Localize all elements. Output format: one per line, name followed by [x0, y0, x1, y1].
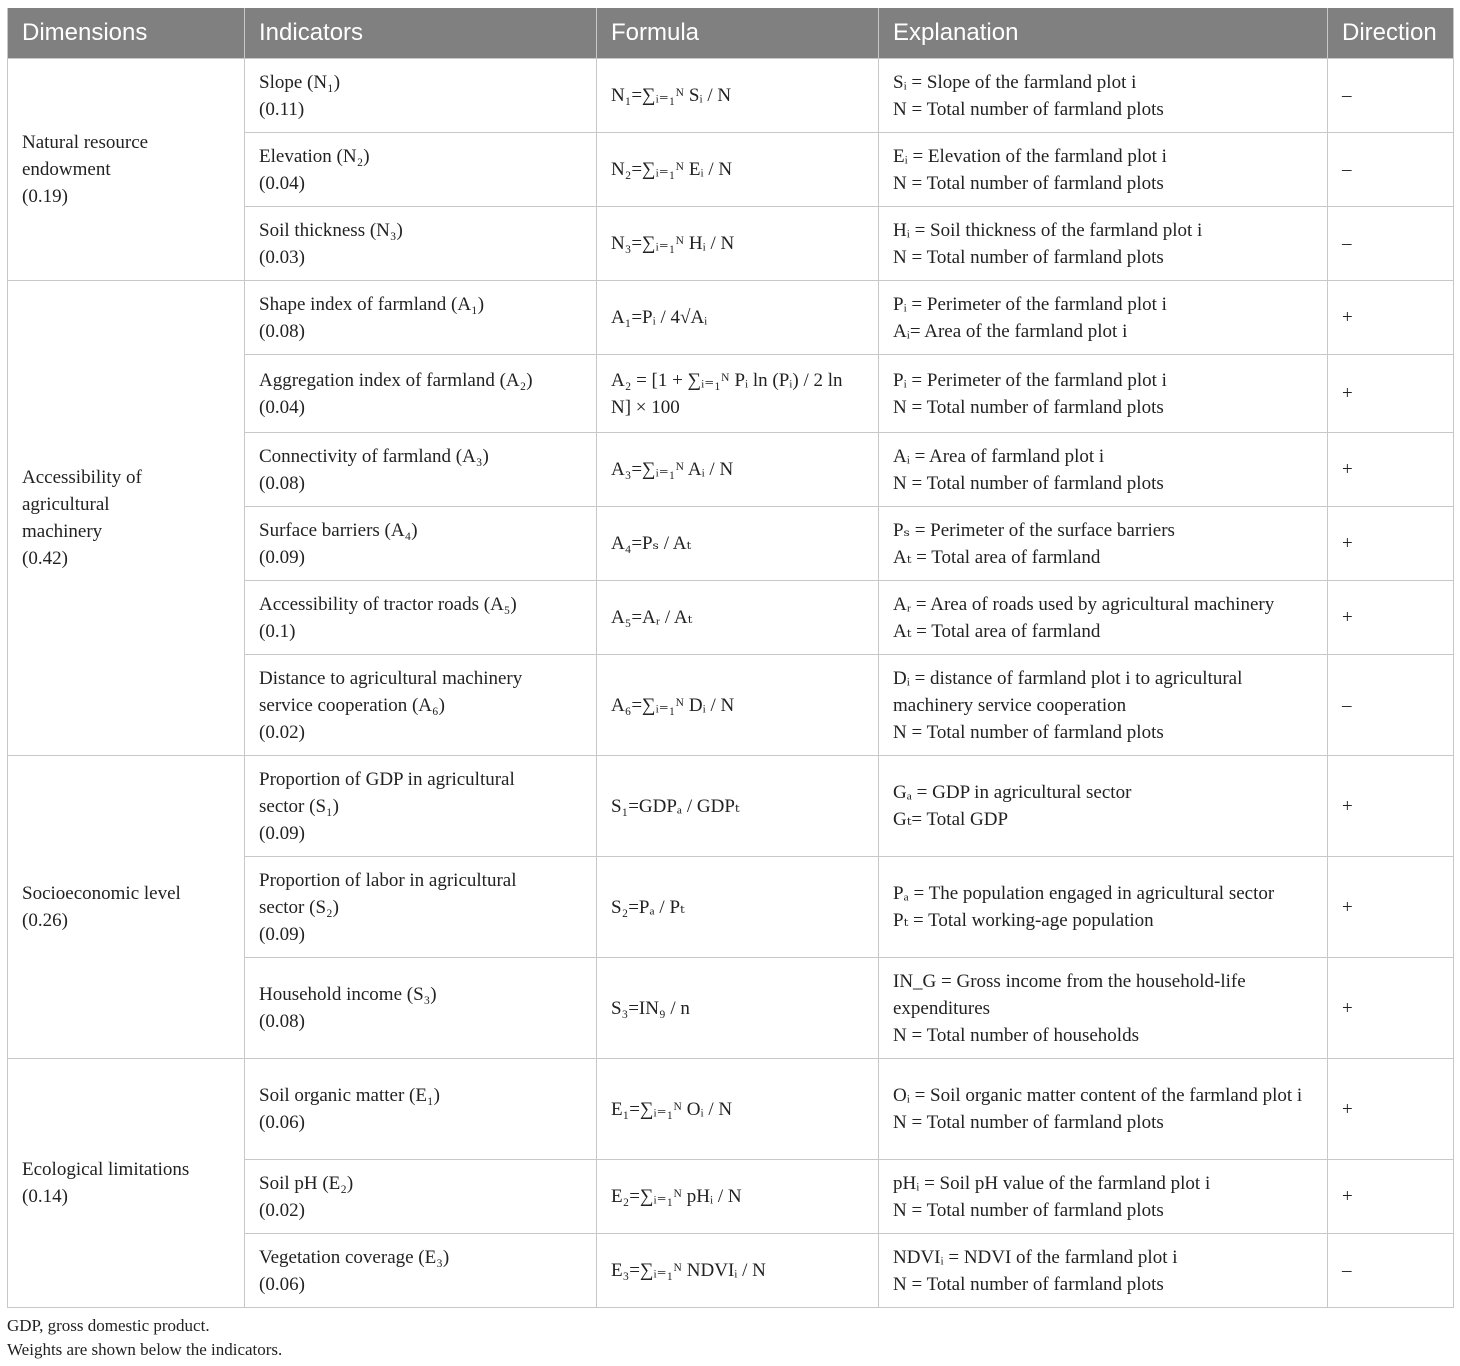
indicator-name: Proportion of labor in agricultural sector (S₂) — [259, 869, 517, 918]
direction-cell: – — [1328, 59, 1454, 133]
indicator-table — [7, 8, 1454, 1308]
direction-cell: – — [1328, 1234, 1454, 1308]
explanation-line: Aₜ = Total area of farmland — [893, 620, 1101, 642]
dimension-name: Accessibility of agricultural machinery — [22, 467, 142, 542]
indicator-weight: (0.03) — [259, 246, 305, 268]
dimension-weight: (0.19) — [22, 186, 68, 207]
explanation-line: pHᵢ = Soil pH value of the farmland plot i — [893, 1172, 1211, 1194]
explanation-line: Dᵢ = distance of farmland plot i to agricultural machinery service cooperation — [893, 667, 1243, 716]
explanation-line: Pᵢ = Perimeter of the farmland plot i — [893, 293, 1167, 315]
indicator-name: Elevation (N₂) — [259, 145, 370, 167]
formula-cell: N₂=∑ᵢ₌₁ᴺ Eᵢ / N — [597, 133, 879, 207]
formula-cell: A₆=∑ᵢ₌₁ᴺ Dᵢ / N — [597, 655, 879, 756]
formula-cell: E₃=∑ᵢ₌₁ᴺ NDVIᵢ / N — [597, 1234, 879, 1308]
indicator-weight: (0.08) — [259, 1011, 305, 1032]
indicator-cell — [245, 207, 597, 281]
indicator-weight: (0.06) — [259, 1273, 305, 1295]
indicator-cell — [245, 355, 597, 433]
dimension-weight: (0.14) — [22, 1186, 68, 1207]
explanation-line: N = Total number of farmland plots — [893, 1199, 1164, 1221]
explanation-cell — [879, 1160, 1328, 1234]
indicator-cell — [245, 581, 597, 655]
formula-cell: N₁=∑ᵢ₌₁ᴺ Sᵢ / N — [597, 59, 879, 133]
indicator-weight: (0.06) — [259, 1112, 305, 1133]
direction-cell: + — [1328, 1059, 1454, 1160]
indicator-weight: (0.02) — [259, 721, 305, 743]
explanation-line: N = Total number of farmland plots — [893, 172, 1164, 194]
indicator-cell — [245, 1059, 597, 1160]
explanation-line: Pₛ = Perimeter of the surface barriers — [893, 519, 1175, 541]
explanation-line: Sᵢ = Slope of the farmland plot i — [893, 71, 1137, 93]
explanation-line: Pₜ = Total working-age population — [893, 910, 1154, 931]
formula-cell: A₅=Aᵣ / Aₜ — [597, 581, 879, 655]
indicator-name: Surface barriers (A₄) — [259, 519, 418, 541]
explanation-cell — [879, 857, 1328, 958]
indicator-name: Shape index of farmland (A₁) — [259, 293, 485, 315]
explanation-line: Aₜ = Total area of farmland — [893, 546, 1101, 568]
dimension-name: Natural resource endowment — [22, 132, 149, 180]
explanation-line: N = Total number of farmland plots — [893, 396, 1164, 418]
explanation-line: N = Total number of households — [893, 1024, 1139, 1046]
indicator-name: Aggregation index of farmland (A₂) — [259, 369, 533, 391]
indicator-name: Household income (S₃) — [259, 984, 437, 1005]
formula-cell: S₃=IN₉ / n — [597, 958, 879, 1059]
dimension-name: Socioeconomic level — [22, 883, 181, 904]
explanation-line: Oᵢ = Soil organic matter content of the farmland plot i — [893, 1085, 1303, 1106]
formula-cell: A₁=Pᵢ / 4√Aᵢ — [597, 281, 879, 355]
explanation-cell — [879, 507, 1328, 581]
indicator-weight: (0.11) — [259, 98, 305, 120]
explanation-line: N = Total number of farmland plots — [893, 472, 1164, 494]
explanation-line: Aᵣ = Area of roads used by agricultural machinery — [893, 593, 1275, 615]
indicator-cell — [245, 1234, 597, 1308]
table-row — [8, 1059, 1454, 1160]
direction-cell: + — [1328, 355, 1454, 433]
direction-cell: + — [1328, 756, 1454, 857]
header-indicators: Indicators — [245, 8, 597, 59]
explanation-line: Gₐ = GDP in agricultural sector — [893, 782, 1132, 803]
formula-cell: A₃=∑ᵢ₌₁ᴺ Aᵢ / N — [597, 433, 879, 507]
explanation-cell — [879, 958, 1328, 1059]
dimension-cell — [8, 756, 245, 1059]
direction-cell: + — [1328, 581, 1454, 655]
explanation-line: Aᵢ = Area of farmland plot i — [893, 445, 1105, 467]
explanation-cell — [879, 655, 1328, 756]
explanation-cell — [879, 756, 1328, 857]
indicator-cell — [245, 655, 597, 756]
explanation-line: N = Total number of farmland plots — [893, 98, 1164, 120]
indicator-cell — [245, 958, 597, 1059]
formula-cell: A₂ = [1 + ∑ᵢ₌₁ᴺ Pᵢ ln (Pᵢ) / 2 ln N] × 100 — [597, 355, 879, 433]
indicator-weight: (0.08) — [259, 320, 305, 342]
indicator-cell — [245, 281, 597, 355]
table-row — [8, 756, 1454, 857]
indicator-name: Vegetation coverage (E₃) — [259, 1246, 450, 1268]
indicator-weight: (0.09) — [259, 923, 305, 945]
indicator-cell — [245, 433, 597, 507]
explanation-cell — [879, 433, 1328, 507]
indicator-weight: (0.1) — [259, 620, 296, 642]
formula-cell: N₃=∑ᵢ₌₁ᴺ Hᵢ / N — [597, 207, 879, 281]
explanation-line: Gₜ= Total GDP — [893, 809, 1009, 830]
explanation-cell — [879, 355, 1328, 433]
explanation-line: IN_G = Gross income from the household-life expenditures — [893, 970, 1246, 1019]
explanation-line: N = Total number of farmland plots — [893, 1273, 1164, 1295]
footnote: GDP, gross domestic product. — [7, 1316, 210, 1335]
indicator-name: Distance to agricultural machinery service cooperation (A₆) — [259, 667, 523, 716]
table-row — [8, 59, 1454, 133]
explanation-cell — [879, 207, 1328, 281]
explanation-line: NDVIᵢ = NDVI of the farmland plot i — [893, 1246, 1178, 1268]
indicator-weight: (0.09) — [259, 822, 305, 844]
explanation-line: N = Total number of farmland plots — [893, 246, 1164, 268]
direction-cell: + — [1328, 281, 1454, 355]
indicator-weight: (0.02) — [259, 1199, 305, 1221]
table-row — [8, 281, 1454, 355]
direction-cell: + — [1328, 857, 1454, 958]
direction-cell: + — [1328, 958, 1454, 1059]
direction-cell: – — [1328, 655, 1454, 756]
formula-cell: E₂=∑ᵢ₌₁ᴺ pHᵢ / N — [597, 1160, 879, 1234]
indicator-cell — [245, 133, 597, 207]
indicator-name: Soil organic matter (E₁) — [259, 1085, 440, 1106]
indicator-weight: (0.08) — [259, 472, 305, 494]
indicator-cell — [245, 59, 597, 133]
explanation-line: Aᵢ= Area of the farmland plot i — [893, 320, 1128, 342]
indicator-cell — [245, 857, 597, 958]
direction-cell: – — [1328, 207, 1454, 281]
formula-cell: A₄=Pₛ / Aₜ — [597, 507, 879, 581]
explanation-line: N = Total number of farmland plots — [893, 721, 1164, 743]
dimension-cell — [8, 59, 245, 281]
header-explanation: Explanation — [879, 8, 1328, 59]
direction-cell: + — [1328, 433, 1454, 507]
footnote: Weights are shown below the indicators. — [7, 1340, 283, 1359]
formula-cell: E₁=∑ᵢ₌₁ᴺ Oᵢ / N — [597, 1059, 879, 1160]
table-footnotes — [7, 1314, 282, 1362]
indicator-name: Soil pH (E₂) — [259, 1172, 354, 1194]
direction-cell: + — [1328, 507, 1454, 581]
formula-cell: S₁=GDPₐ / GDPₜ — [597, 756, 879, 857]
header-dimensions: Dimensions — [8, 8, 245, 59]
indicator-name: Accessibility of tractor roads (A₅) — [259, 593, 517, 615]
dimension-name: Ecological limitations — [22, 1159, 190, 1180]
dimension-cell — [8, 281, 245, 756]
direction-cell: – — [1328, 133, 1454, 207]
explanation-cell — [879, 1234, 1328, 1308]
explanation-cell — [879, 59, 1328, 133]
indicator-name: Slope (N₁) — [259, 71, 341, 93]
explanation-cell — [879, 281, 1328, 355]
explanation-cell — [879, 133, 1328, 207]
direction-cell: + — [1328, 1160, 1454, 1234]
dimension-cell — [8, 1059, 245, 1308]
explanation-cell — [879, 1059, 1328, 1160]
indicator-weight: (0.04) — [259, 396, 305, 418]
explanation-cell — [879, 581, 1328, 655]
indicator-name: Soil thickness (N₃) — [259, 219, 403, 241]
indicator-cell — [245, 756, 597, 857]
dimension-weight: (0.42) — [22, 548, 68, 569]
header-direction: Direction — [1328, 8, 1454, 59]
explanation-line: Pᵢ = Perimeter of the farmland plot i — [893, 369, 1167, 391]
explanation-line: Eᵢ = Elevation of the farmland plot i — [893, 145, 1167, 167]
indicator-name: Proportion of GDP in agricultural sector (S₁) — [259, 768, 515, 817]
header-row — [8, 8, 1454, 59]
indicator-cell — [245, 507, 597, 581]
explanation-line: Pₐ = The population engaged in agricultural sector — [893, 883, 1275, 904]
indicator-weight: (0.09) — [259, 546, 305, 568]
explanation-line: Hᵢ = Soil thickness of the farmland plot i — [893, 219, 1203, 241]
indicator-name: Connectivity of farmland (A₃) — [259, 445, 489, 467]
indicator-weight: (0.04) — [259, 172, 305, 194]
formula-cell: S₂=Pₐ / Pₜ — [597, 857, 879, 958]
explanation-line: N = Total number of farmland plots — [893, 1112, 1164, 1133]
dimension-weight: (0.26) — [22, 910, 68, 931]
indicator-cell — [245, 1160, 597, 1234]
header-formula: Formula — [597, 8, 879, 59]
